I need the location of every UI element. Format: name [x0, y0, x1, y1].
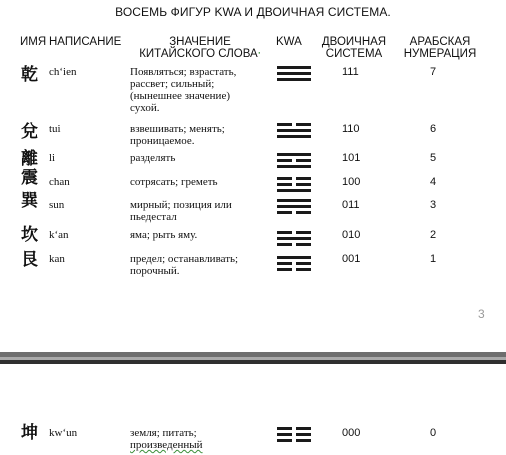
meaning-line: (нынешнее значение) — [130, 90, 230, 102]
line-segment — [277, 129, 311, 132]
row-2-meaning — [130, 123, 270, 147]
row-6-binary: 010 — [342, 229, 361, 241]
page-number: 3 — [478, 307, 485, 321]
row-4-meaning — [130, 176, 270, 188]
row-1-meaning — [130, 66, 270, 114]
yang-line — [277, 237, 311, 240]
line-segment — [277, 427, 292, 430]
meaning-line: предел; останавливать; — [130, 253, 239, 265]
line-segment — [277, 177, 292, 180]
row-2-hanzi: 兌 — [21, 122, 38, 142]
row-7-hanzi: 艮 — [21, 250, 38, 270]
line-segment — [277, 439, 292, 442]
meaning-line: сухой. — [130, 102, 160, 114]
line-segment — [277, 231, 292, 234]
yang-line — [277, 129, 311, 132]
line-segment — [296, 177, 311, 180]
row-2-kwa-trigram — [277, 123, 311, 141]
line-segment — [277, 237, 311, 240]
yin-line — [277, 159, 311, 162]
yang-line — [277, 199, 311, 202]
row-6-kwa-trigram — [277, 231, 311, 249]
row-8-binary: 000 — [342, 427, 361, 439]
row-4-hanzi: 震 — [21, 168, 38, 188]
yin-line — [277, 177, 311, 180]
meaning-line: произведенный — [130, 439, 203, 451]
meaning-line: порочный. — [130, 265, 180, 277]
meaning-line: разделять — [130, 152, 176, 164]
meaning-line: взвешивать; менять; — [130, 123, 225, 135]
line-segment — [277, 66, 311, 69]
line-segment — [277, 199, 311, 202]
yang-line — [277, 66, 311, 69]
row-8-arabic: 0 — [430, 427, 437, 439]
line-segment — [277, 153, 311, 156]
header-binary: ДВОИЧНАЯ СИСТЕМА — [321, 36, 387, 60]
row-5-hanzi: 巽 — [21, 191, 38, 211]
row-8-spelling: kw‘un — [49, 427, 78, 439]
row-5-arabic: 3 — [430, 199, 437, 211]
row-1-hanzi: 乾 — [21, 65, 38, 85]
line-segment — [277, 72, 311, 75]
header-name: ИМЯ — [20, 36, 47, 48]
line-segment — [277, 433, 292, 436]
yang-line — [277, 153, 311, 156]
row-1-kwa-trigram — [277, 66, 311, 84]
yin-line — [277, 231, 311, 234]
line-segment — [277, 211, 292, 214]
line-segment — [277, 189, 311, 192]
row-5-kwa-trigram — [277, 199, 311, 217]
header-spelling: НАПИСАНИЕ — [49, 36, 122, 48]
yang-line — [277, 72, 311, 75]
line-segment — [277, 262, 292, 265]
yin-line — [277, 439, 311, 442]
line-segment — [296, 183, 311, 186]
line-segment — [277, 183, 292, 186]
line-segment — [277, 165, 311, 168]
line-segment — [277, 205, 311, 208]
line-segment — [296, 231, 311, 234]
line-segment — [277, 256, 311, 259]
line-segment — [277, 123, 292, 126]
yin-line — [277, 243, 311, 246]
row-3-hanzi: 離 — [21, 149, 38, 169]
row-7-binary: 001 — [342, 253, 361, 265]
row-4-kwa-trigram — [277, 177, 311, 195]
row-1-spelling: ch‘ien — [49, 66, 77, 78]
meaning-line: Появляться; взрастать, — [130, 66, 237, 78]
row-4-spelling: chan — [49, 176, 70, 188]
line-segment — [296, 262, 311, 265]
row-2-arabic: 6 — [430, 123, 437, 135]
row-3-kwa-trigram — [277, 153, 311, 171]
header-arabic: АРАБСКАЯ НУМЕРАЦИЯ — [403, 36, 477, 60]
yang-line — [277, 135, 311, 138]
row-4-binary: 100 — [342, 176, 361, 188]
line-segment — [277, 78, 311, 81]
row-3-spelling: li — [49, 152, 56, 164]
yang-line — [277, 205, 311, 208]
line-segment — [277, 135, 311, 138]
row-8-kwa-trigram — [277, 427, 311, 445]
line-segment — [296, 433, 311, 436]
meaning-line: проницаемое. — [130, 135, 195, 147]
meaning-line: яма; рыть яму. — [130, 229, 198, 241]
row-2-spelling: tui — [49, 123, 61, 135]
row-3-arabic: 5 — [430, 152, 437, 164]
row-8-hanzi: 坤 — [21, 423, 38, 443]
row-3-binary: 101 — [342, 152, 361, 164]
yang-line — [277, 189, 311, 192]
row-6-arabic: 2 — [430, 229, 437, 241]
row-5-meaning — [130, 199, 270, 223]
row-2-binary: 110 — [342, 123, 360, 135]
row-1-arabic: 7 — [430, 66, 437, 78]
header-meaning: ЗНАЧЕНИЕ КИТАЙСКОГО СЛОВА⸱ — [139, 36, 261, 60]
row-1-binary: 111 — [342, 66, 359, 78]
yin-line — [277, 427, 311, 430]
line-segment — [296, 439, 311, 442]
row-8-meaning — [130, 427, 270, 451]
row-3-meaning — [130, 152, 270, 164]
yin-line — [277, 183, 311, 186]
meaning-line: сотрясать; греметь — [130, 176, 218, 188]
yin-line — [277, 262, 311, 265]
line-segment — [296, 123, 311, 126]
line-segment — [296, 427, 311, 430]
line-segment — [277, 268, 292, 271]
yin-line — [277, 268, 311, 271]
row-6-hanzi: 坎 — [21, 225, 38, 245]
yang-line — [277, 165, 311, 168]
line-segment — [296, 243, 311, 246]
row-5-binary: 011 — [342, 199, 360, 211]
line-segment — [277, 243, 292, 246]
row-6-spelling: k‘an — [49, 229, 69, 241]
yang-line — [277, 78, 311, 81]
yin-line — [277, 433, 311, 436]
row-4-arabic: 4 — [430, 176, 437, 188]
yin-line — [277, 123, 311, 126]
yang-line — [277, 256, 311, 259]
row-7-spelling: kan — [49, 253, 65, 265]
meaning-line: мирный; позиция или — [130, 199, 232, 211]
line-segment — [277, 159, 292, 162]
title-text: ВОСЕМЬ ФИГУР KWA И ДВОИЧНАЯ СИСТЕМА. — [115, 5, 391, 19]
row-5-spelling: sun — [49, 199, 65, 211]
row-7-arabic: 1 — [430, 253, 437, 265]
page-break-divider-bottom — [0, 360, 506, 364]
line-segment — [296, 159, 311, 162]
line-segment — [296, 268, 311, 271]
row-6-meaning — [130, 229, 270, 241]
document-title — [0, 5, 506, 19]
line-segment — [296, 211, 311, 214]
header-kwa: KWA — [276, 36, 302, 48]
row-7-kwa-trigram — [277, 256, 311, 274]
yin-line — [277, 211, 311, 214]
meaning-line: рассвет; сильный; — [130, 78, 215, 90]
meaning-line: земля; питать; — [130, 427, 197, 439]
row-7-meaning — [130, 253, 270, 277]
meaning-line: пьедестал — [130, 211, 177, 223]
